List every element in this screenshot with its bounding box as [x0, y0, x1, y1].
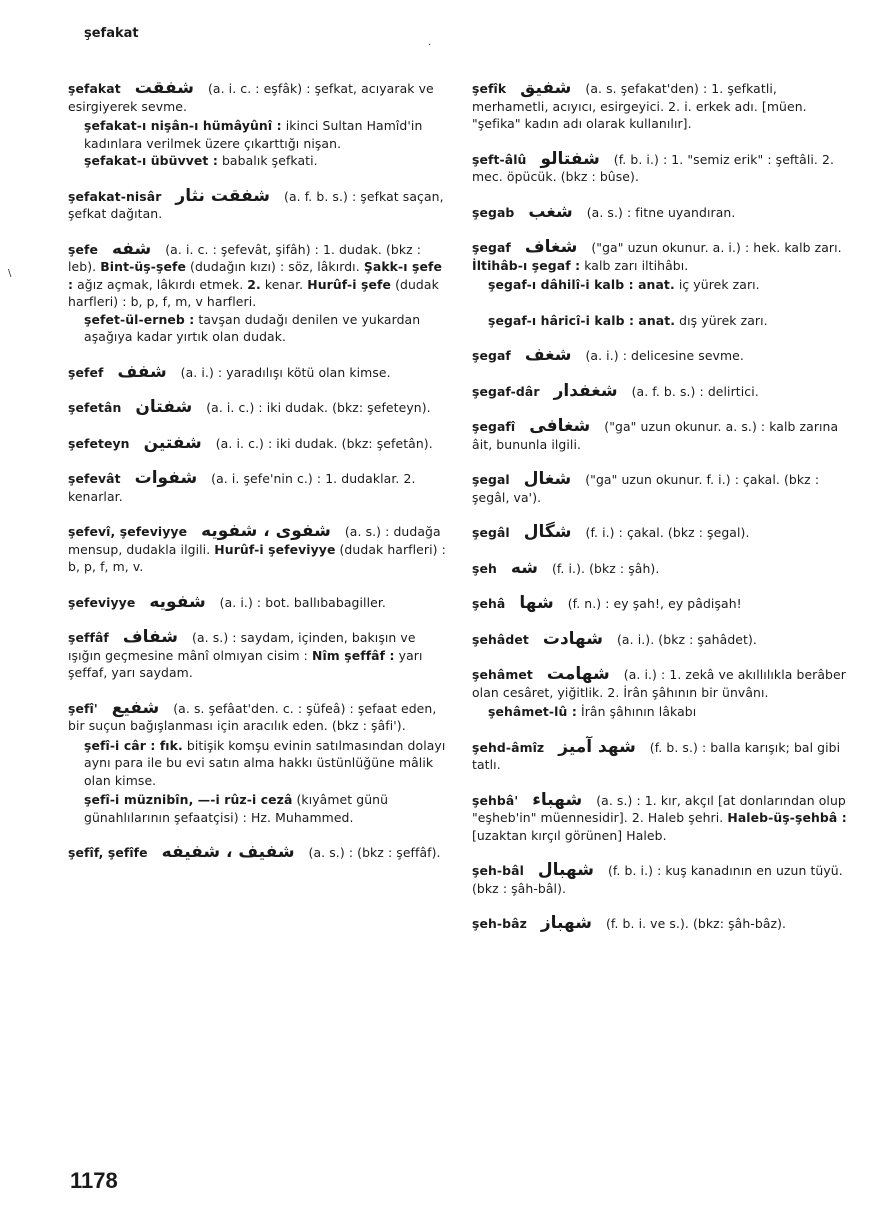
- entry-sehba: [472, 789, 850, 845]
- headword: şehâmet-lû :: [488, 704, 577, 719]
- headword: şefîk: [472, 81, 507, 96]
- entry-segaf-dar: [472, 380, 850, 401]
- headword: şefakat-ı nişân-ı hümâyûnî :: [84, 118, 282, 133]
- arabic-script: شفقت نثار: [175, 185, 271, 206]
- entry-seh-bal: [472, 862, 850, 897]
- entry-sehamet-lu: [472, 703, 850, 721]
- arabic-script: شهباز: [540, 913, 592, 933]
- entry-sefevi: [68, 523, 446, 576]
- headword: şefe: [68, 241, 98, 257]
- right-column: [472, 80, 850, 933]
- arabic-script: شفوى ، شفويه: [201, 521, 331, 541]
- definition: (a. i. c. : eşfâk) : şefkat, acıyarak ve esirgiyerek sevme.: [68, 81, 434, 114]
- definition: (a. i.). (bkz : şahâdet).: [617, 631, 757, 647]
- entry-sehadet: [472, 628, 850, 649]
- definition: ikinci Sultan Hamîd'in kadınlara verilmek üzere çıkarttığı nişan.: [84, 118, 423, 151]
- headword: şefetân: [68, 400, 122, 415]
- definition: (a. f. b. s.) : delirtici.: [631, 383, 759, 399]
- definition: (a. f. b. s.) : şefkat saçan, şefkat dağıtan.: [68, 188, 444, 221]
- subentry-term: Nîm şeffâf :: [311, 647, 395, 663]
- subentry-term: İltihâb-ı şegaf :: [472, 257, 581, 273]
- arabic-script: شهباء: [532, 789, 583, 810]
- entry-sefetan: [68, 399, 446, 417]
- definition: (a. i.) : 1. zekâ ve akıllılıkla berâber olan cesâret, yiğitlik. 2. İrân şâhının bir ünvânı.: [472, 667, 846, 700]
- arabic-script: شه: [510, 557, 538, 578]
- definition: (a. s.) : (bkz : şeffâf).: [308, 845, 441, 860]
- entry-segaf-1: [472, 239, 850, 274]
- entry-sefakat-ubuvvet: [68, 152, 446, 170]
- entry-sefevat: [68, 470, 446, 505]
- definition: (a. s. şefakat'den) : 1. şefkatli, merhametli, acıyıcı, esirgeyici. 2. i. erkek adı. [müen. "şefika" kadın adı olarak kullanılır].: [472, 81, 807, 131]
- definition: babalık şefkati.: [221, 153, 318, 168]
- arabic-script: شغافى: [529, 416, 591, 436]
- subentry-term: Haleb-üş-şehbâ :: [727, 810, 847, 825]
- definition: ("ga" uzun okunur. a. i.) : hek. kalb zarı.: [591, 240, 842, 255]
- headword: şegab: [472, 204, 515, 220]
- entry-sefakat: [68, 80, 446, 115]
- entry-sehd-amiz: [472, 736, 850, 774]
- entry-seh: [472, 557, 850, 578]
- entry-sefi-i-muznibin: [68, 791, 446, 826]
- entry-seha: [472, 595, 850, 613]
- definition: (f. b. i. ve s.). (bkz: şâh-bâz).: [605, 916, 787, 931]
- headword: şegal: [472, 472, 510, 487]
- definition: tavşan dudağı denilen ve yukardan aşağıya kadar yırtık olan dudak.: [84, 311, 421, 344]
- subentry-definition: [uzaktan kırçıl görünen] Haleb.: [472, 827, 667, 843]
- entry-seffaf: [68, 629, 446, 682]
- arabic-script: شفيق: [520, 78, 572, 98]
- headword: şegaf-dâr: [472, 383, 540, 399]
- entry-segaf-harici: [472, 312, 850, 330]
- arabic-script: شفه: [111, 238, 152, 259]
- headword: şegafî: [472, 419, 516, 434]
- entry-segal-2: [472, 524, 850, 542]
- definition: (a. i. c.) : iki dudak. (bkz: şefeteyn).: [206, 400, 431, 415]
- headword: şegaf: [472, 240, 511, 255]
- arabic-script: شغاف: [524, 237, 578, 257]
- subentry-term: Hurûf-i şefe: [307, 276, 392, 292]
- headword: şefeviyye: [68, 594, 136, 610]
- definition: iç yürek zarı.: [678, 277, 760, 292]
- entry-sefeteyn: [68, 432, 446, 453]
- definition: (a. s. şefâat'den. c. : şüfeâ) : şefaat eden, bir suçun bağışlanması için aracılık eden. (bkz : şâfi').: [68, 700, 437, 733]
- entry-sehamet: [472, 666, 850, 701]
- headword: şefakat: [68, 81, 121, 96]
- definition: bitişik komşu evinin satılmasından dolayı aynı para ile bu evi satın alma hakkı üstünlüğüne mâlik olan kimse.: [84, 737, 446, 788]
- arabic-script: شفويه: [149, 591, 206, 612]
- headword: şeh: [472, 560, 497, 576]
- headword: şefakat-nisâr: [68, 188, 162, 204]
- definition: (a. i. c.) : iki dudak. (bkz: şefetân).: [215, 435, 433, 451]
- subentry-definition: kalb zarı iltihâbı.: [584, 257, 689, 273]
- arabic-script: شغف: [524, 345, 572, 365]
- arabic-script: شفتين: [143, 432, 202, 453]
- arabic-script: شغب: [528, 201, 573, 222]
- headword: şeft-âlû: [472, 151, 527, 167]
- entry-segaf-dahili: [472, 276, 850, 294]
- entry-seft-alu: [472, 148, 850, 186]
- entry-segafi: [472, 418, 850, 453]
- arabic-script: شهادت: [542, 628, 603, 649]
- entry-sefakat-nisan: [68, 117, 446, 152]
- subentry-definition: yarı şeffaf, yarı saydam.: [68, 647, 423, 680]
- left-column: [68, 80, 446, 862]
- entry-sefef: [68, 361, 446, 382]
- definition: (a. s.) : fitne uyandıran.: [586, 204, 736, 220]
- definition: (a. s.) : saydam, içinden, bakışın ve ışığın geçmesine mânî olmıyan cisim :: [68, 630, 416, 663]
- headword: şefef: [68, 364, 104, 380]
- headword: şefet-ül-erneb :: [84, 311, 195, 327]
- arabic-script: شهبال: [537, 860, 594, 880]
- headword: şehbâ': [472, 792, 519, 808]
- headword: şefeteyn: [68, 435, 130, 451]
- headword: şefevî, şefeviyye: [68, 524, 188, 539]
- headword: şehâmet: [472, 667, 533, 682]
- print-speck-mark: ·: [428, 40, 432, 51]
- definition: (kıyâmet günü günahlılarının şefaatçisi) : Hz. Muhammed.: [84, 792, 389, 825]
- definition: (f. b. s.) : balla karışık; bal gibi tatlı.: [472, 739, 841, 772]
- headword: şegâl: [472, 525, 510, 540]
- arabic-script: شهد آميز: [558, 736, 636, 757]
- headword: şeh-bâz: [472, 916, 527, 931]
- arabic-script: شغفدار: [553, 380, 618, 401]
- page-number: 1178: [70, 1168, 118, 1193]
- headword: şefîf, şefîfe: [68, 845, 148, 860]
- headword: şefî': [68, 700, 98, 716]
- definition: (f. b. i.) : 1. "semiz erik" : şeftâli. 2. mec. öpücük. (bkz : bûse).: [472, 151, 835, 184]
- entry-sefet-ul-erneb: [68, 311, 446, 346]
- subentry-term: Şakk-ı şefe :: [68, 259, 442, 292]
- arabic-script: شها: [519, 593, 554, 613]
- entry-seh-baz: [472, 915, 850, 933]
- headword: şehd-âmîz: [472, 739, 545, 755]
- subentry-definition: kenar.: [264, 276, 304, 292]
- subentry-term: Hurûf-i şefeviyye: [214, 541, 336, 557]
- headword: şefî-i câr : fık.: [84, 737, 183, 753]
- definition: (a. i. c. : şefevât, şifâh) : 1. dudak. (bkz : leb).: [68, 241, 422, 274]
- running-head: şefakat: [84, 26, 139, 41]
- headword: şegaf: [472, 348, 511, 363]
- definition: (f. n.) : ey şah!, ey pâdişah!: [567, 596, 742, 611]
- headword: şegaf-ı hâricî-i kalb : anat.: [488, 312, 676, 328]
- entry-sefakat-nisar: [68, 185, 446, 223]
- entry-segab: [472, 201, 850, 222]
- entry-sefi: [68, 697, 446, 735]
- definition: (f. i.). (bkz : şâh).: [551, 560, 660, 576]
- headword: şefî-i müznibîn, —-i rûz-i cezâ: [84, 792, 293, 807]
- headword: şeh-bâl: [472, 863, 524, 878]
- headword: şefakat-ı übüvvet :: [84, 153, 218, 168]
- definition: (a. i.) : bot. ballıbabagiller.: [219, 594, 386, 610]
- headword: şehâ: [472, 596, 506, 611]
- subentry-definition: ağız açmak, lâkırdı etmek.: [77, 276, 244, 292]
- subentry-definition: (dudağın kızı) : söz, lâkırdı.: [190, 259, 360, 274]
- subentry-definition: (dudak harfleri) : b, p, f, m, v harfleri.: [68, 276, 439, 309]
- headword: şehâdet: [472, 631, 529, 647]
- arabic-script: شهامت: [546, 664, 610, 684]
- definition: (a. i. şefe'nin c.) : 1. dudaklar. 2. kenarlar.: [68, 471, 416, 504]
- entry-sefe: [68, 238, 446, 311]
- subentry-definition: (dudak harfleri) : b, p, f, m, v.: [68, 541, 446, 574]
- entry-sefeviyye: [68, 591, 446, 612]
- arabic-script: شفف: [117, 361, 167, 382]
- definition: (a. s.) : 1. kır, akçıl [at donlarından olup "eşheb'in" müennesidir]. 2. Haleb şehri.: [472, 792, 846, 825]
- arabic-script: شفيف ، شفيفه: [161, 842, 295, 862]
- sense-number: 2.: [247, 276, 261, 292]
- headword: şegaf-ı dâhilî-i kalb : anat.: [488, 277, 675, 292]
- definition: İrân şâhının lâkabı: [580, 704, 697, 719]
- arabic-script: شفيع: [111, 697, 160, 718]
- entry-sefif: [68, 844, 446, 862]
- headword: şefevât: [68, 471, 121, 486]
- arabic-script: شفوات: [134, 468, 198, 488]
- entry-segaf-2: [472, 347, 850, 365]
- print-speck-mark: \: [8, 268, 12, 279]
- entry-sefi-i-car: [68, 737, 446, 790]
- arabic-script: شگال: [523, 522, 572, 542]
- definition: dış yürek zarı.: [679, 312, 768, 328]
- definition: (f. i.) : çakal. (bkz : şegal).: [585, 525, 750, 540]
- definition: ("ga" uzun okunur. a. s.) : kalb zarına âit, bununla ilgili.: [472, 419, 839, 452]
- definition: (f. b. i.) : kuş kanadının en uzun tüyü. (bkz : şâh-bâl).: [472, 863, 843, 896]
- arabic-script: شفقت: [134, 78, 194, 98]
- definition: (a. i.) : yaradılışı kötü olan kimse.: [180, 364, 391, 380]
- definition: ("ga" uzun okunur. f. i.) : çakal. (bkz : şegâl, va').: [472, 472, 820, 505]
- headword: şeffâf: [68, 630, 109, 645]
- definition: (a. s.) : dudağa mensup, dudakla ilgili.: [68, 524, 441, 557]
- subentry-term: Bint-üş-şefe: [100, 259, 186, 274]
- entry-sefik: [472, 80, 850, 133]
- definition: (a. i.) : delicesine sevme.: [585, 348, 744, 363]
- arabic-script: شفتان: [135, 397, 193, 417]
- arabic-script: شفتالو: [540, 148, 600, 169]
- arabic-script: شغال: [523, 469, 572, 489]
- entry-segal: [472, 471, 850, 506]
- arabic-script: شفاف: [122, 627, 179, 647]
